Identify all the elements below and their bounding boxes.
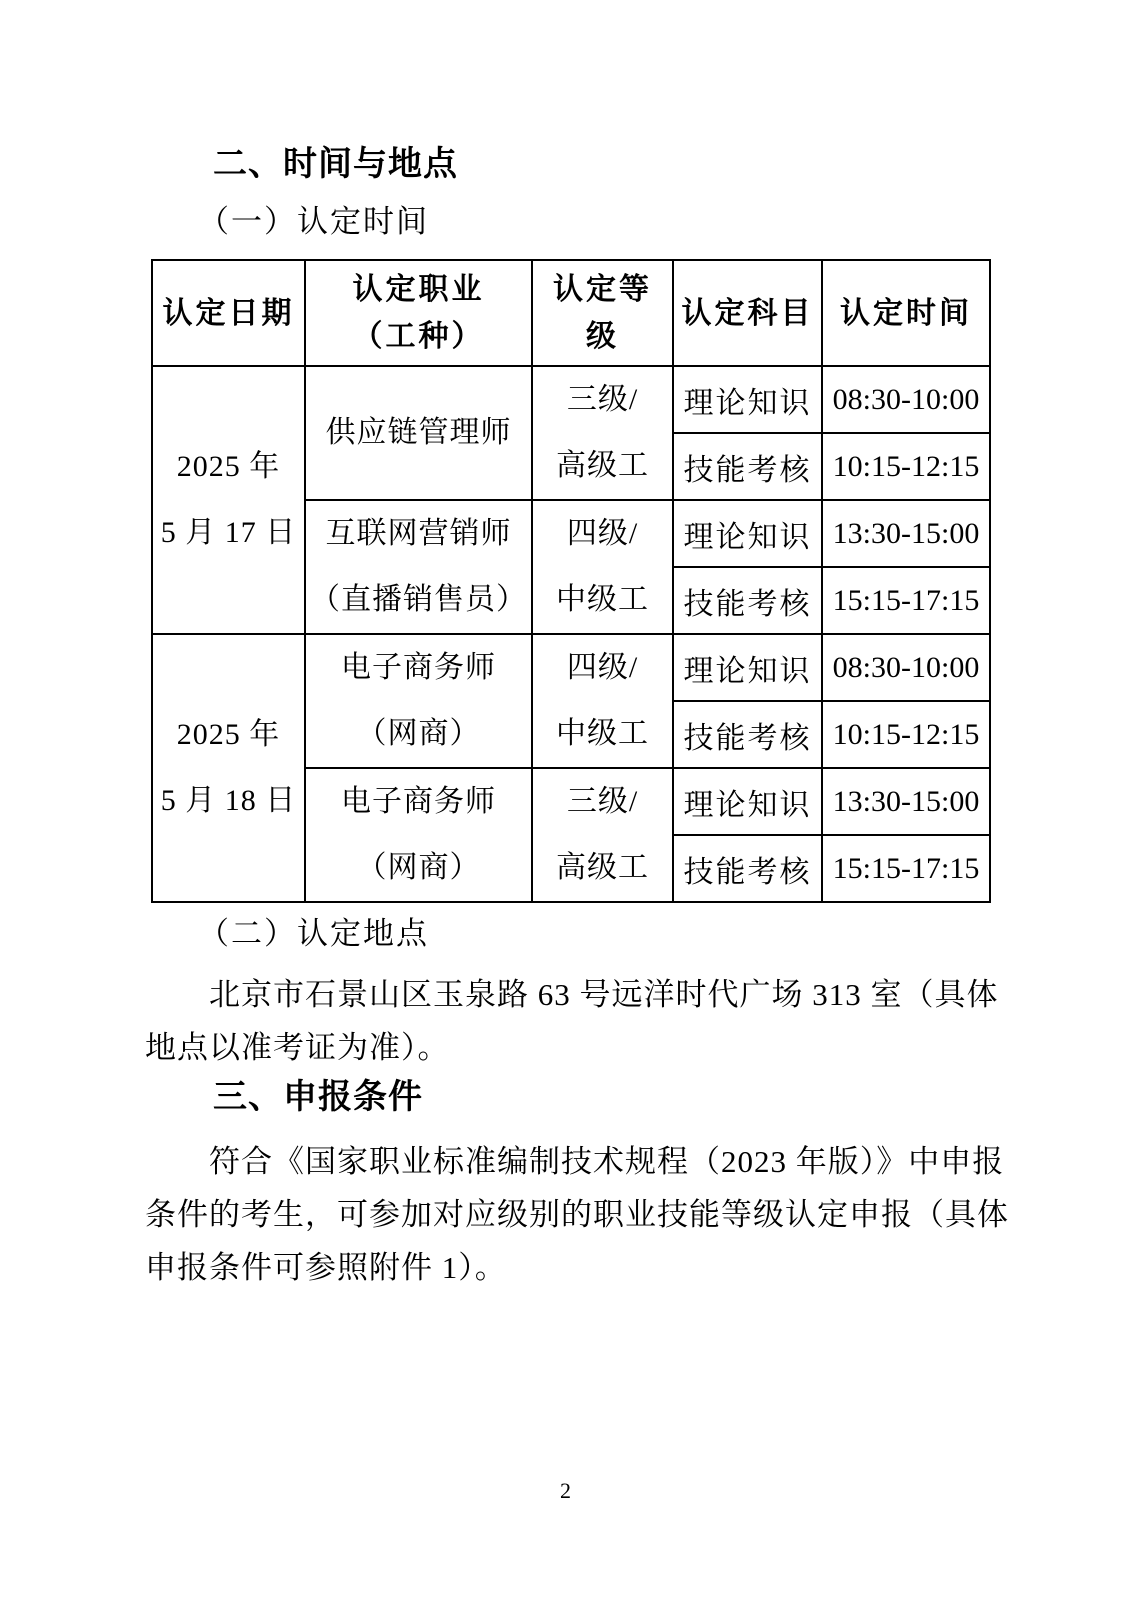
table-header-row <box>152 260 990 366</box>
cell-time: 15:15-17:15 <box>822 835 990 902</box>
conditions-paragraph <box>145 1135 1009 1294</box>
cell-occupation: 供应链管理师 <box>305 366 532 500</box>
cell-time: 08:30-10:00 <box>822 634 990 701</box>
subsection-heading-assessment-time: （一）认定时间 <box>198 204 429 239</box>
cell-level: 三级/ 高级工 <box>532 768 673 902</box>
assessment-schedule-table <box>151 259 991 903</box>
cell-date-may17: 2025 年 5 月 17 日 <box>152 366 305 634</box>
cell-time: 13:30-15:00 <box>822 768 990 835</box>
header-cell-time: 认定时间 <box>822 260 990 366</box>
page-number: 2 <box>560 1478 571 1503</box>
cell-subject: 技能考核 <box>673 701 822 768</box>
paragraph-line: 条件的考生，可参加对应级别的职业技能等级认定申报（具体 <box>145 1197 1009 1232</box>
cell-subject: 技能考核 <box>673 433 822 500</box>
cell-subject: 技能考核 <box>673 567 822 634</box>
cell-time: 08:30-10:00 <box>822 366 990 433</box>
paragraph-line: 北京市石景山区玉泉路 63 号远洋时代广场 313 室（具体 <box>209 977 999 1012</box>
cell-occupation: 电子商务师 （网商） <box>305 634 532 768</box>
subsection-heading-assessment-location: （二）认定地点 <box>198 916 429 951</box>
paragraph-line: 符合《国家职业标准编制技术规程（2023 年版）》中申报 <box>209 1144 1005 1179</box>
location-paragraph <box>145 968 999 1074</box>
paragraph-line: 地点以准考证为准）。 <box>145 1030 450 1065</box>
cell-subject: 理论知识 <box>673 500 822 567</box>
paragraph-line: 申报条件可参照附件 1）。 <box>145 1250 507 1285</box>
section3-heading: 三、申报条件 <box>213 1078 423 1116</box>
cell-occupation: 电子商务师 （网商） <box>305 768 532 902</box>
cell-level: 三级/ 高级工 <box>532 366 673 500</box>
cell-time: 15:15-17:15 <box>822 567 990 634</box>
cell-level: 四级/ 中级工 <box>532 634 673 768</box>
cell-subject: 理论知识 <box>673 634 822 701</box>
header-cell-level: 认定等 级 <box>532 260 673 366</box>
table-row <box>152 366 990 433</box>
header-cell-subject: 认定科目 <box>673 260 822 366</box>
cell-occupation: 互联网营销师 （直播销售员） <box>305 500 532 634</box>
cell-level: 四级/ 中级工 <box>532 500 673 634</box>
cell-subject: 理论知识 <box>673 366 822 433</box>
cell-time: 10:15-12:15 <box>822 433 990 500</box>
cell-subject: 技能考核 <box>673 835 822 902</box>
header-cell-date: 认定日期 <box>152 260 305 366</box>
header-cell-occupation: 认定职业 （工种） <box>305 260 532 366</box>
cell-date-may18: 2025 年 5 月 18 日 <box>152 634 305 902</box>
cell-time: 10:15-12:15 <box>822 701 990 768</box>
cell-time: 13:30-15:00 <box>822 500 990 567</box>
section2-heading: 二、时间与地点 <box>213 145 458 183</box>
table-row <box>152 634 990 701</box>
cell-subject: 理论知识 <box>673 768 822 835</box>
